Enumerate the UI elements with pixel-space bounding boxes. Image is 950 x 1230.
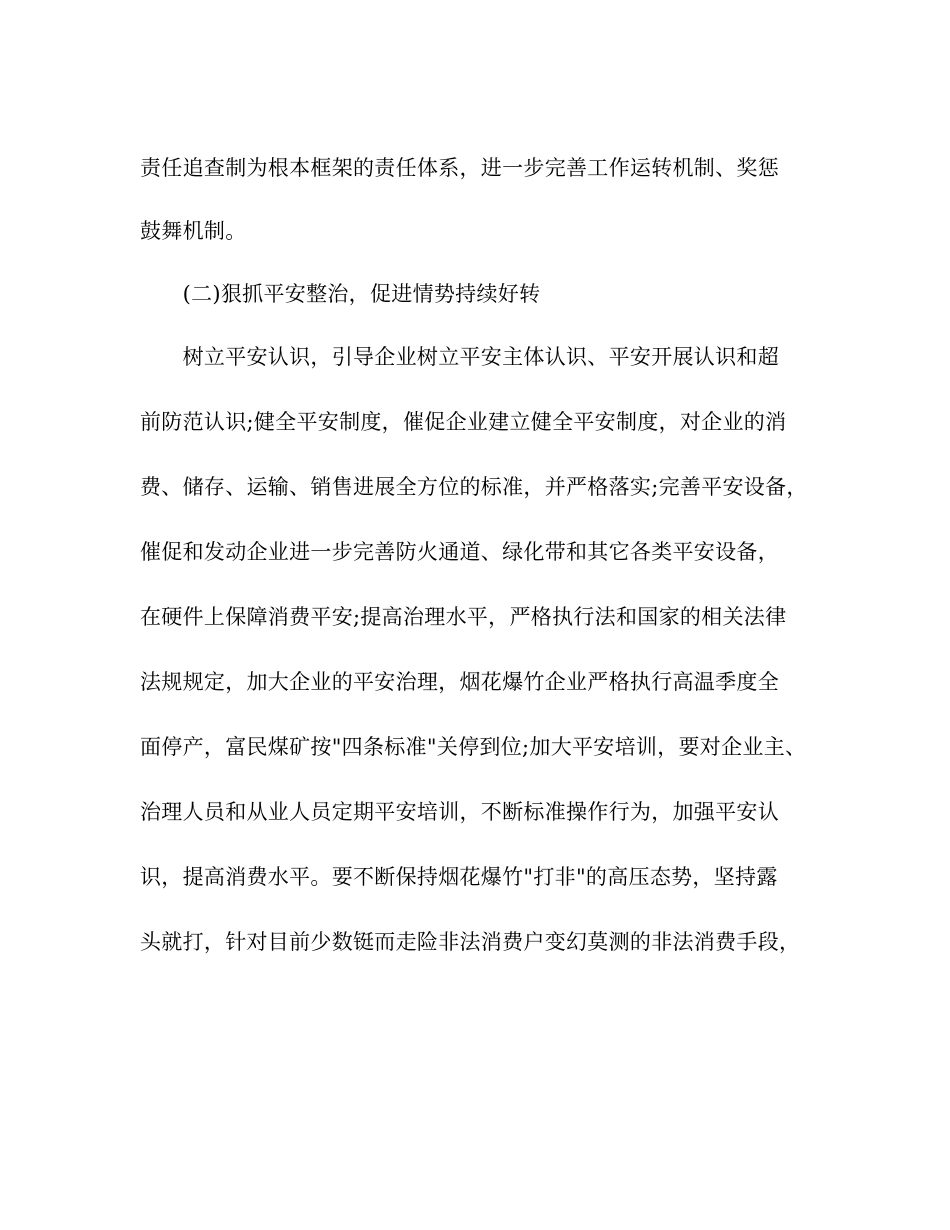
- text-line: 面停产，富民煤矿按"四条标准"关停到位;加大平安培训，要对企业主、: [140, 735, 807, 759]
- text-line: 树立平安认识，引导企业树立平安主体认识、平安开展认识和超: [140, 345, 779, 369]
- text-line: 鼓舞机制。: [140, 219, 247, 243]
- text-line: 治理人员和从业人员定期平安培训，不断标准操作行为，加强平安认: [140, 800, 779, 824]
- text-line: 在硬件上保障消费平安;提高治理水平，严格执行法和国家的相关法律: [140, 605, 787, 629]
- text-line: 识，提高消费水平。要不断保持烟花爆竹"打非"的高压态势，坚持露: [140, 865, 778, 889]
- section-heading: (二)狠抓平安整治，促进情势持续好转: [140, 282, 541, 306]
- text-line: 头就打，针对目前少数铤而走险非法消费户变幻莫测的非法消费手段，: [140, 930, 801, 954]
- text-line: 催促和发动企业进一步完善防火通道、绿化带和其它各类平安设备，: [140, 540, 779, 564]
- text-line: 法规规定，加大企业的平安治理，烟花爆竹企业严格执行高温季度全: [140, 670, 779, 694]
- text-line: 费、储存、运输、销售进展全方位的标准，并严格落实;完善平安设备，: [140, 475, 808, 499]
- text-line: 前防范认识;健全平安制度，催促企业建立健全平安制度，对企业的消: [140, 410, 787, 434]
- text-line: 责任追查制为根本框架的责任体系，进一步完善工作运转机制、奖惩: [140, 156, 779, 180]
